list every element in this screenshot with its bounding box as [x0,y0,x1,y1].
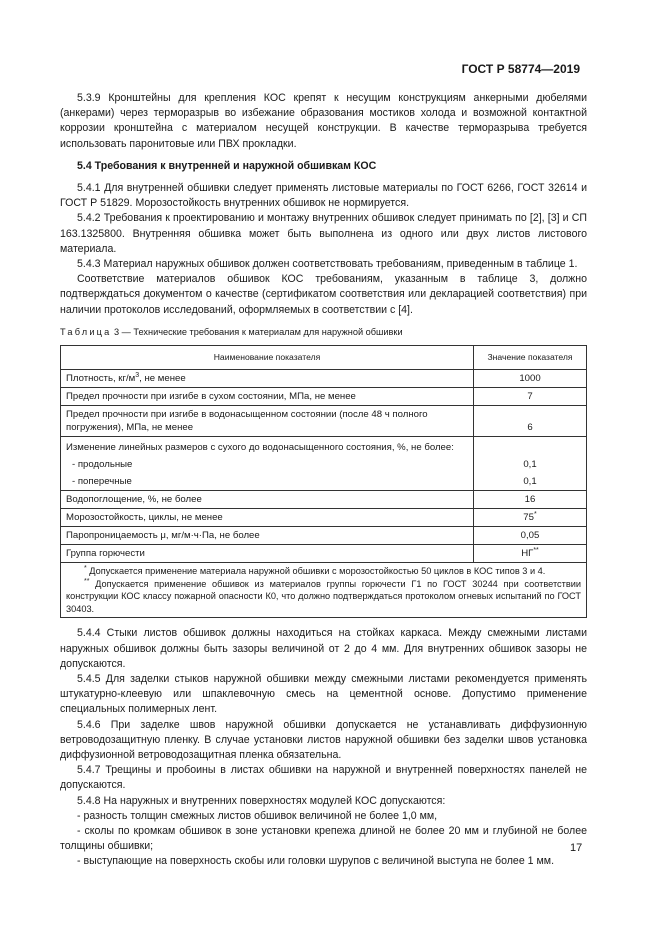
page-content [60,91,587,870]
table-note-2: ** Допускается применение обшивок из материалов группы горючести Г1 по ГОСТ 30244 при соответствии конструкции КОС классу пожарной опасности К0, что должно подтверждаться протоколом огневых испытаний по ГОСТ 30403. [66,577,581,614]
row-frost-value: 75* [474,509,587,527]
paragraph-5-4-5: 5.4.5 Для заделки стыков наружной обшивки между смежными листами рекомендуется применять штукатурно-клеевую или шпаклевочную смесь на цементной основе. Допустимо применение специальных полимерных лент. [60,673,587,716]
column-header-name: Наименование показателя [61,346,474,370]
table-row [61,456,587,473]
table-row [61,545,587,563]
row-longitudinal-value: 0,1 [474,456,587,473]
column-header-value: Значение показателя [474,346,587,370]
list-item: - сколы по кромкам обшивок в зоне установки крепежа длиной не более 20 мм и глубиной не более толщины обшивки; [60,825,587,853]
list-item: - разность толщин смежных листов обшивок величиной не более 1,0 мм, [77,809,438,822]
table-row [61,527,587,545]
row-vapor-value: 0,05 [474,527,587,545]
paragraph-5-3-9: 5.3.9 Кронштейны для крепления КОС крепят к несущим конструкциям анкерными дюбелями (анкерами) через терморазрыв во избежание образования мостиков холода и возможной контактной коррозии кронштейна с материалом несущей конструкции. В качестве терморазрыва требуется использовать паронитовые или ПВХ прокладки. [60,92,587,150]
table-caption-word: Таблица [60,326,112,337]
paragraph-5-4-6: 5.4.6 При заделке швов наружной обшивки допускается не устанавливать диффузионную ветроводозащитную пленку. В случае установки листов наружной обшивки без заделки швов установка диффузионной ветроводозащитная пленка обязательна. [60,718,587,762]
table-caption [60,325,587,340]
doc-code-header: ГОСТ Р 58774—2019 [461,62,580,76]
table-row [61,491,587,509]
requirements-table [60,345,587,618]
section-5-4-heading: 5.4 Требования к внутренней и наружной обшивкам КОС [77,159,377,172]
table-caption-text: 3 — Технические требования к материалам для наружной обшивки [111,326,403,337]
paragraph-conformity: Соответствие материалов обшивок КОС требованиям, указанным в таблице 3, должно подтверждаться документом о качестве (сертификатом соответствия или декларацией соответствия) при наличии протоколов исследований, оформляемых в соответствии с [4]. [60,273,587,316]
list-item: - выступающие на поверхность скобы или головки шурупов с величиной выступа не более 1 мм. [77,855,555,868]
row-longitudinal-label: - продольные [61,456,474,473]
row-flammability-label: Группа горючести [61,545,474,563]
paragraph-5-4-3: 5.4.3 Материал наружных обшивок должен соответствовать требованиям, приведенным в таблице 1. [77,258,578,271]
paragraph-5-4-7: 5.4.7 Трещины и пробоины в листах обшивки на наружной и внутренней поверхностях панелей не допускаются. [60,764,587,792]
row-absorption-label: Водопоглощение, %, не более [61,491,474,509]
paragraph-5-4-4: 5.4.4 Стыки листов обшивок должны находиться на стойках каркаса. Между смежными листами наружных обшивок должны быть зазоры величиной от 2 до 4 мм. Для внутренних обшивок зазоры не допускаются. [60,627,587,670]
row-density-value: 1000 [474,370,587,388]
table-header-row [61,346,587,370]
table-notes-row [61,563,587,618]
table-row [61,473,587,491]
table-row [61,370,587,388]
row-dry-strength-value: 7 [474,388,587,406]
row-frost-label: Морозостойкость, циклы, не менее [61,509,474,527]
paragraph-5-4-8: 5.4.8 На наружных и внутренних поверхностях модулей КОС допускаются: [77,794,446,807]
row-wet-strength-label: Предел прочности при изгибе в водонасыщенном состоянии (после 48 ч полного погружения), МПа, не менее [61,406,474,437]
table-row [61,437,587,457]
row-change-label: Изменение линейных размеров с сухого до водонасыщенного состояния, %, не более: [61,437,474,457]
paragraph-5-4-1: 5.4.1 Для внутренней обшивки следует применять листовые материалы по ГОСТ 6266, ГОСТ 32614 и ГОСТ Р 51829. Морозостойкость внутренних обшивок не нормируется. [60,182,587,210]
table-row [61,509,587,527]
row-wet-strength-value: 6 [474,406,587,437]
table-note-1: * Допускается применение материала наружной обшивки с морозостойкостью 50 циклов в КОС типов 3 и 4. [84,564,546,577]
row-transverse-value: 0,1 [474,473,587,491]
row-flammability-value: НГ** [474,545,587,563]
table-row [61,406,587,437]
paragraph-5-4-2: 5.4.2 Требования к проектированию и монтажу внутренних обшивок следует принимать по [2], [3] и СП 163.1325800. Внутренняя обшивка может быть выполнена из одного или двух листов листового материала. [60,212,587,255]
table-row [61,388,587,406]
row-vapor-label: Паропроницаемость μ, мг/м·ч·Па, не более [61,527,474,545]
row-absorption-value: 16 [474,491,587,509]
table-notes [61,563,587,618]
row-density-label: Плотность, $кг/м^3$, не менее [61,370,474,388]
row-transverse-label: - поперечные [61,473,474,491]
page-number: 17 [570,842,583,854]
row-dry-strength-label: Предел прочности при изгибе в сухом состоянии, МПа, не менее [61,388,474,406]
